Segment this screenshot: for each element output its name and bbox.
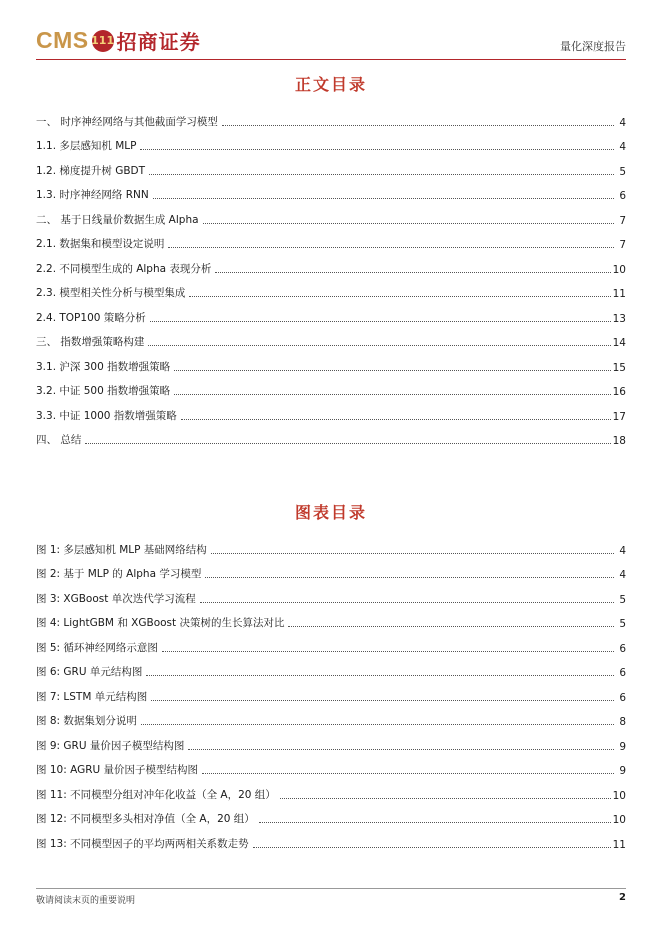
toc-entry-label: 1.1. 多层感知机 MLP	[36, 140, 137, 152]
toc-entry[interactable]	[36, 325, 626, 350]
toc-entry-page: 5	[619, 165, 626, 178]
toc-entry-page: 10	[612, 814, 626, 826]
toc-entry-label: 图 13: 不同模型因子的平均两两相关系数走势	[36, 837, 249, 850]
toc-entry[interactable]	[36, 728, 626, 753]
toc-dot-leader	[150, 321, 611, 322]
toc-entry[interactable]	[36, 227, 626, 252]
toc-entry-page: 6	[619, 691, 626, 704]
toc-entry[interactable]	[36, 655, 626, 680]
contents-title: 正文目录	[294, 75, 367, 94]
toc-dot-leader	[205, 577, 614, 578]
toc-dot-leader	[181, 419, 611, 420]
figures-title: 图表目录	[294, 503, 367, 522]
toc-entry-page: 4	[619, 141, 626, 153]
toc-dot-leader	[146, 675, 614, 676]
page-number: 2	[619, 892, 626, 903]
footer-notice: 敬请阅读末页的重要说明	[36, 896, 136, 906]
report-type-label: 量化深度报告	[560, 40, 626, 53]
toc-dot-leader	[222, 125, 614, 126]
toc-dot-leader	[148, 345, 610, 346]
toc-entry-label: 图 5: 循环神经网络示意图	[36, 641, 158, 654]
toc-dot-leader	[174, 370, 611, 371]
toc-entry-label: 1.3. 时序神经网络 RNN	[36, 189, 149, 201]
toc-entry-label: 图 8: 数据集划分说明	[36, 715, 137, 727]
toc-dot-leader	[211, 553, 614, 554]
toc-entry-label: 图 2: 基于 MLP 的 Alpha 学习模型	[36, 568, 202, 580]
toc-entry[interactable]	[36, 777, 626, 802]
toc-entry-label: 四、 总结	[36, 434, 82, 446]
toc-entry[interactable]	[36, 630, 626, 655]
toc-entry-page: 8	[619, 716, 626, 728]
toc-entry-label: 2.3. 模型相关性分析与模型集成	[36, 287, 186, 299]
toc-entry-page: 10	[612, 263, 626, 276]
toc-entry-label: 图 1: 多层感知机 MLP 基础网络结构	[36, 543, 207, 556]
toc-entry[interactable]	[36, 276, 626, 301]
toc-entry-page: 4	[619, 116, 626, 129]
toc-entry-label: 二、 基于日线量价数据生成 Alpha	[36, 213, 199, 226]
toc-entry[interactable]	[36, 153, 626, 178]
toc-entry-label: 3.2. 中证 500 指数增强策略	[36, 385, 171, 397]
toc-dot-leader	[200, 602, 614, 603]
toc-entry-page: 7	[619, 214, 626, 227]
toc-entry-page: 13	[612, 312, 626, 325]
toc-entry-label: 3.1. 沪深 300 指数增强策略	[36, 360, 171, 373]
toc-entry[interactable]	[36, 753, 626, 778]
header-divider	[36, 59, 626, 60]
toc-entry[interactable]	[36, 581, 626, 606]
toc-entry[interactable]	[36, 423, 626, 448]
toc-entry[interactable]	[36, 374, 626, 399]
toc-entry-page: 14	[612, 337, 626, 349]
toc-dot-leader	[168, 247, 614, 248]
toc-entry-page: 5	[619, 593, 626, 606]
toc-entry[interactable]	[36, 704, 626, 729]
toc-dot-leader	[188, 749, 614, 750]
toc-entry[interactable]	[36, 826, 626, 851]
toc-entry-label: 图 7: LSTM 单元结构图	[36, 690, 148, 703]
toc-entry-label: 图 12: 不同模型多头相对净值（全 A，20 组）	[36, 813, 255, 825]
toc-dot-leader	[189, 296, 610, 297]
toc-dot-leader	[288, 626, 614, 627]
toc-entry-page: 17	[612, 410, 626, 423]
toc-entry-page: 6	[619, 667, 626, 679]
logo-badge-text: 111	[91, 34, 115, 47]
toc-entry-page: 16	[612, 386, 626, 398]
toc-entry-page: 4	[619, 569, 626, 581]
toc-entry-page: 7	[619, 239, 626, 251]
toc-dot-leader	[215, 272, 610, 273]
toc-entry[interactable]	[36, 606, 626, 631]
toc-dot-leader	[85, 443, 610, 444]
toc-dot-leader	[162, 651, 614, 652]
toc-dot-leader	[202, 773, 614, 774]
page-header	[36, 22, 626, 62]
toc-entry-page: 10	[612, 789, 626, 802]
toc-entry-label: 图 9: GRU 量价因子模型结构图	[36, 739, 185, 752]
toc-entry-label: 图 4: LightGBM 和 XGBoost 决策树的生长算法对比	[36, 617, 285, 629]
footer-divider	[36, 888, 626, 889]
toc-entry[interactable]	[36, 802, 626, 827]
toc-entry[interactable]	[36, 251, 626, 276]
toc-dot-leader	[141, 724, 614, 725]
toc-entry-label: 图 6: GRU 单元结构图	[36, 666, 143, 678]
toc-entry[interactable]	[36, 129, 626, 154]
toc-entry[interactable]	[36, 349, 626, 374]
logo-latin-text: CMS	[36, 27, 89, 53]
toc-entry-label: 1.2. 梯度提升树 GBDT	[36, 164, 146, 177]
toc-entry-page: 15	[612, 361, 626, 374]
toc-dot-leader	[153, 198, 614, 199]
toc-entry[interactable]	[36, 679, 626, 704]
company-logo	[36, 26, 201, 55]
toc-entry[interactable]	[36, 300, 626, 325]
toc-entry-label: 图 10: AGRU 量价因子模型结构图	[36, 764, 199, 776]
toc-entry-label: 2.2. 不同模型生成的 Alpha 表现分析	[36, 262, 212, 275]
figures-list	[36, 532, 626, 851]
toc-entry-label: 图 3: XGBoost 单次迭代学习流程	[36, 592, 196, 605]
toc-dot-leader	[149, 174, 614, 175]
toc-dot-leader	[253, 847, 611, 848]
logo-badge-icon	[92, 30, 114, 52]
toc-entry[interactable]	[36, 557, 626, 582]
toc-entry-label: 3.3. 中证 1000 指数增强策略	[36, 409, 177, 422]
toc-dot-leader	[259, 822, 611, 823]
toc-entry-label: 2.4. TOP100 策略分析	[36, 311, 146, 324]
toc-dot-leader	[151, 700, 614, 701]
toc-entry[interactable]	[36, 104, 626, 129]
toc-dot-leader	[174, 394, 611, 395]
toc-entry[interactable]	[36, 178, 626, 203]
toc-entry-page: 11	[612, 838, 626, 851]
toc-entry-page: 6	[619, 642, 626, 655]
toc-entry[interactable]	[36, 202, 626, 227]
toc-entry-page: 18	[612, 435, 626, 447]
toc-entry-page: 11	[612, 288, 626, 300]
toc-dot-leader	[203, 223, 614, 224]
toc-entry-label: 图 11: 不同模型分组对冲年化收益（全 A，20 组）	[36, 788, 276, 801]
contents-list	[36, 104, 626, 447]
toc-entry-label: 三、 指数增强策略构建	[36, 336, 145, 348]
toc-entry-page: 5	[619, 618, 626, 630]
toc-entry-page: 4	[619, 544, 626, 557]
toc-entry-page: 9	[619, 740, 626, 753]
toc-entry-page: 6	[619, 190, 626, 202]
logo-chinese-text: 招商证券	[116, 30, 201, 54]
toc-entry-label: 一、 时序神经网络与其他截面学习模型	[36, 115, 218, 128]
toc-entry[interactable]	[36, 532, 626, 557]
toc-entry-label: 2.1. 数据集和模型设定说明	[36, 238, 165, 250]
toc-dot-leader	[280, 798, 611, 799]
toc-entry[interactable]	[36, 398, 626, 423]
toc-dot-leader	[140, 149, 614, 150]
toc-entry-page: 9	[619, 765, 626, 777]
